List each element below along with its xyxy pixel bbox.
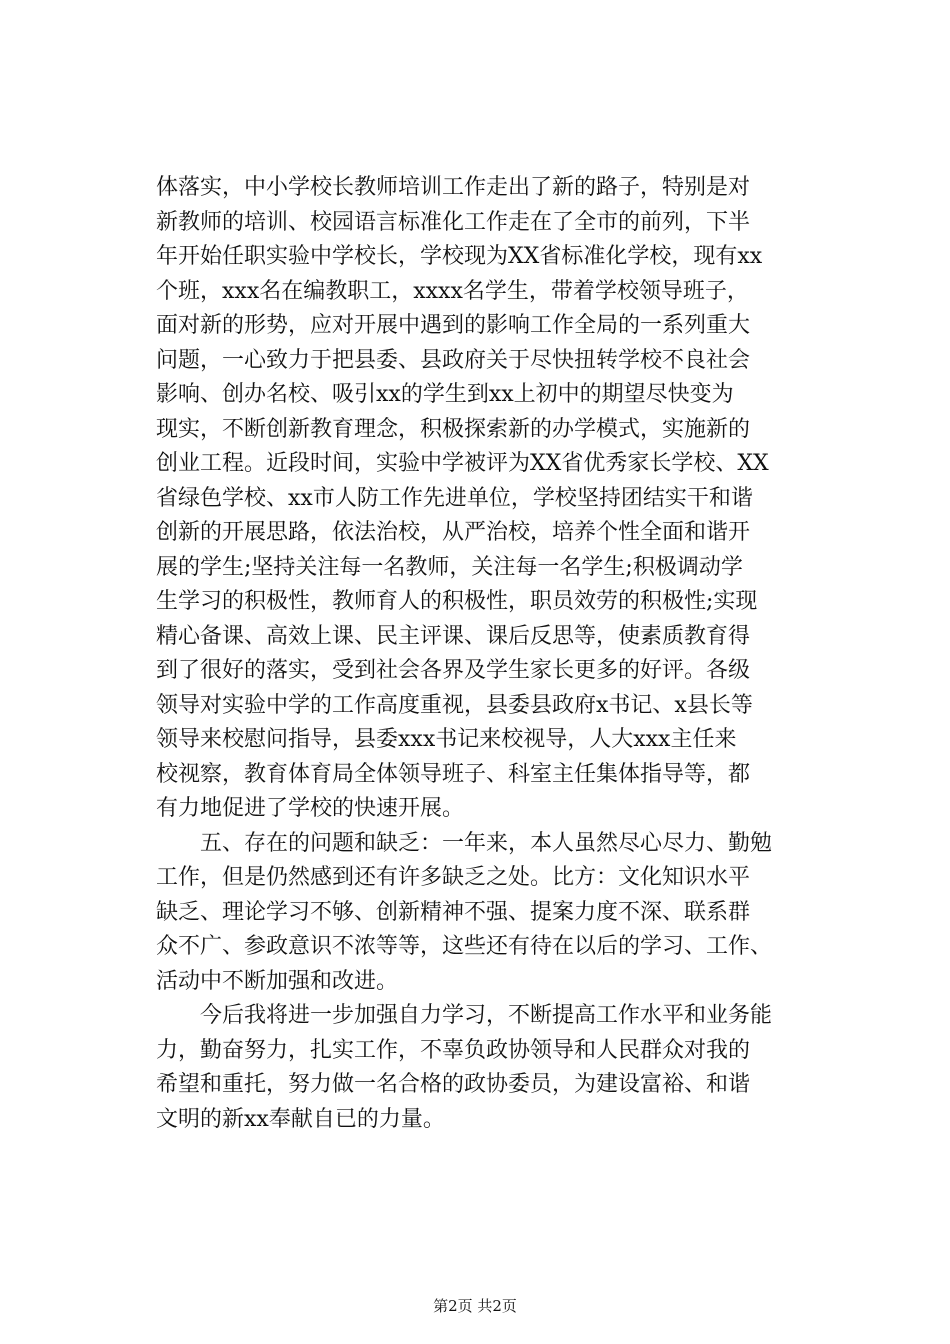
text-line: 创业工程。近段时间，实验中学被评为XX省优秀家长学校、XX [156, 451, 769, 476]
page-footer [0, 1296, 950, 1316]
text-line: 有力地促进了学校的快速开展。 [156, 796, 465, 821]
text-line: 力，勤奋努力，扎实工作，不辜负政协领导和人民群众对我的 [156, 1037, 751, 1063]
paragraph-start-line: 今后我将进一步加强自力学习，不断提高工作水平和业务能 [156, 1003, 773, 1028]
text-line: 希望和重托，努力做一名合格的政协委员，为建设富裕、和谐 [156, 1072, 751, 1097]
text-line: 个班，xxx名在编教职工，xxxx名学生，带着学校领导班子， [156, 278, 749, 304]
text-line: 众不广、参政意识不浓等等，这些还有待在以后的学习、工作、 [156, 934, 773, 959]
text-line: 到了很好的落实，受到社会各界及学生家长更多的好评。各级 [156, 658, 751, 683]
text-line: 文明的新xx奉献自已的力量。 [156, 1106, 445, 1132]
text-line: 精心备课、高效上课、民主评课、课后反思等，使素质教育得 [156, 623, 751, 649]
text-line: 现实，不断创新教育理念，积极探索新的办学模式，实施新的 [156, 416, 751, 442]
text-line: 展的学生;坚持关注每一名教师，关注每一名学生;积极调动学 [156, 554, 743, 580]
text-line: 领导对实验中学的工作高度重视，县委县政府x书记、x县长等 [156, 692, 753, 718]
text-line: 影响、创办名校、吸引xx的学生到xx上初中的期望尽快变为 [156, 382, 734, 407]
text-line: 创新的开展思路，依法治校，从严治校，培养个性全面和谐开 [156, 520, 751, 545]
text-line: 活动中不断加强和改进。 [156, 968, 399, 994]
paragraph-start-line: 五、存在的问题和缺乏：一年来，本人虽然尽心尽力、勤勉 [156, 830, 773, 856]
page-number-label: 第2页 共2页 [433, 1297, 517, 1315]
text-line: 校视察，教育体育局全体领导班子、科室主任集体指导等，都 [156, 761, 751, 787]
text-line: 面对新的形势，应对开展中遇到的影响工作全局的一系列重大 [156, 313, 751, 338]
body-text [156, 171, 856, 1137]
text-line: 新教师的培训、校园语言标准化工作走在了全市的前列，下半 [156, 209, 751, 235]
text-line: 省绿色学校、xx市人防工作先进单位，学校坚持团结实干和谐 [156, 485, 753, 511]
text-line: 问题，一心致力于把县委、县政府关于尽快扭转学校不良社会 [156, 347, 751, 373]
text-line: 领导来校慰问指导，县委xxx书记来校视导，人大xxx主任来 [156, 727, 737, 752]
text-line: 体落实，中小学校长教师培训工作走出了新的路子，特别是对 [156, 175, 751, 200]
text-line: 生学习的积极性，教师育人的积极性，职员效劳的积极性;实现 [156, 589, 758, 614]
text-line: 年开始任职实验中学校长，学校现为XX省标准化学校，现有xx [156, 244, 763, 269]
text-line: 工作，但是仍然感到还有许多缺乏之处。比方：文化知识水平 [156, 865, 751, 890]
text-line: 缺乏、理论学习不够、创新精神不强、提案力度不深、联系群 [156, 899, 751, 925]
